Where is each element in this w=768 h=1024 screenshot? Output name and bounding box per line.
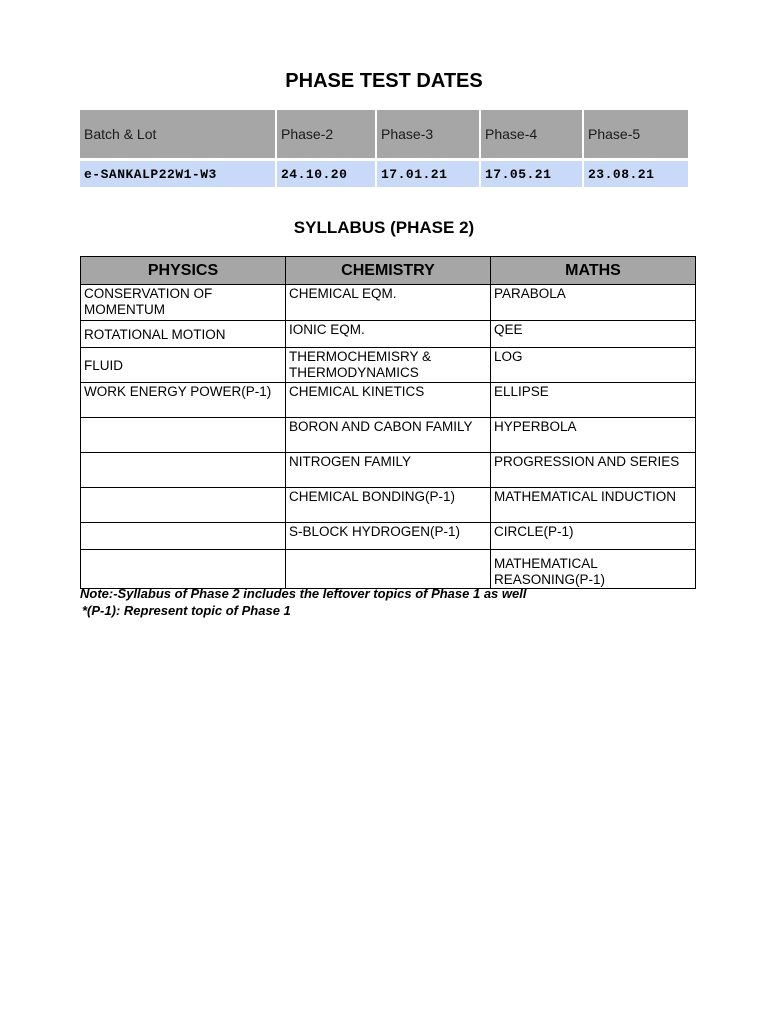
header-phase-5: Phase-5 <box>583 110 688 160</box>
table-row <box>81 321 696 348</box>
phase-4-date: 17.05.21 <box>480 160 583 188</box>
dates-row <box>80 160 688 188</box>
physics-cell <box>81 523 286 550</box>
chemistry-cell: BORON AND CABON FAMILY <box>286 418 491 453</box>
maths-cell: PROGRESSION AND SERIES <box>491 453 696 488</box>
chemistry-cell: S-BLOCK HYDROGEN(P-1) <box>286 523 491 550</box>
header-maths: MATHS <box>491 257 696 285</box>
table-row <box>81 453 696 488</box>
chemistry-cell: NITROGEN FAMILY <box>286 453 491 488</box>
phase-2-date: 24.10.20 <box>276 160 376 188</box>
syllabus-table <box>80 256 696 589</box>
syllabus-header-row <box>81 257 696 285</box>
phase-5-date: 23.08.21 <box>583 160 688 188</box>
physics-cell: CONSERVATION OF MOMENTUM <box>81 285 286 321</box>
physics-cell <box>81 550 286 589</box>
page-title: PHASE TEST DATES <box>285 70 483 92</box>
header-chemistry: CHEMISTRY <box>286 257 491 285</box>
physics-cell <box>81 418 286 453</box>
table-row <box>81 523 696 550</box>
chemistry-cell: IONIC EQM. <box>286 321 491 348</box>
p1-footnote: *(P-1): Represent topic of Phase 1 <box>82 603 291 618</box>
header-phase-2: Phase-2 <box>276 110 376 160</box>
physics-cell: FLUID <box>81 348 286 383</box>
chemistry-cell: CHEMICAL EQM. <box>286 285 491 321</box>
batch-lot-value: e-SANKALP22W1-W3 <box>80 160 276 188</box>
header-phase-3: Phase-3 <box>376 110 480 160</box>
dates-header-row <box>80 110 688 160</box>
maths-cell: PARABOLA <box>491 285 696 321</box>
chemistry-cell <box>286 550 491 589</box>
physics-cell: WORK ENERGY POWER(P-1) <box>81 383 286 418</box>
physics-cell: ROTATIONAL MOTION <box>81 321 286 348</box>
maths-cell: LOG <box>491 348 696 383</box>
phase-3-date: 17.01.21 <box>376 160 480 188</box>
table-row <box>81 550 696 589</box>
syllabus-title: SYLLABUS (PHASE 2) <box>293 218 475 237</box>
chemistry-cell: CHEMICAL KINETICS <box>286 383 491 418</box>
table-row <box>81 383 696 418</box>
syllabus-note: Note:-Syllabus of Phase 2 includes the leftover topics of Phase 1 as well <box>80 586 527 601</box>
header-batch-lot: Batch & Lot <box>80 110 276 160</box>
table-row <box>81 348 696 383</box>
maths-cell: MATHEMATICAL INDUCTION <box>491 488 696 523</box>
table-row <box>81 285 696 321</box>
maths-cell: ELLIPSE <box>491 383 696 418</box>
table-row <box>81 488 696 523</box>
table-row <box>81 418 696 453</box>
maths-cell: HYPERBOLA <box>491 418 696 453</box>
physics-cell <box>81 453 286 488</box>
phase-dates-table <box>80 110 688 187</box>
maths-cell: CIRCLE(P-1) <box>491 523 696 550</box>
chemistry-cell: CHEMICAL BONDING(P-1) <box>286 488 491 523</box>
chemistry-cell: THERMOCHEMISRY & THERMODYNAMICS <box>286 348 491 383</box>
maths-cell: MATHEMATICAL REASONING(P-1) <box>491 550 696 589</box>
physics-cell <box>81 488 286 523</box>
maths-cell: QEE <box>491 321 696 348</box>
header-physics: PHYSICS <box>81 257 286 285</box>
header-phase-4: Phase-4 <box>480 110 583 160</box>
